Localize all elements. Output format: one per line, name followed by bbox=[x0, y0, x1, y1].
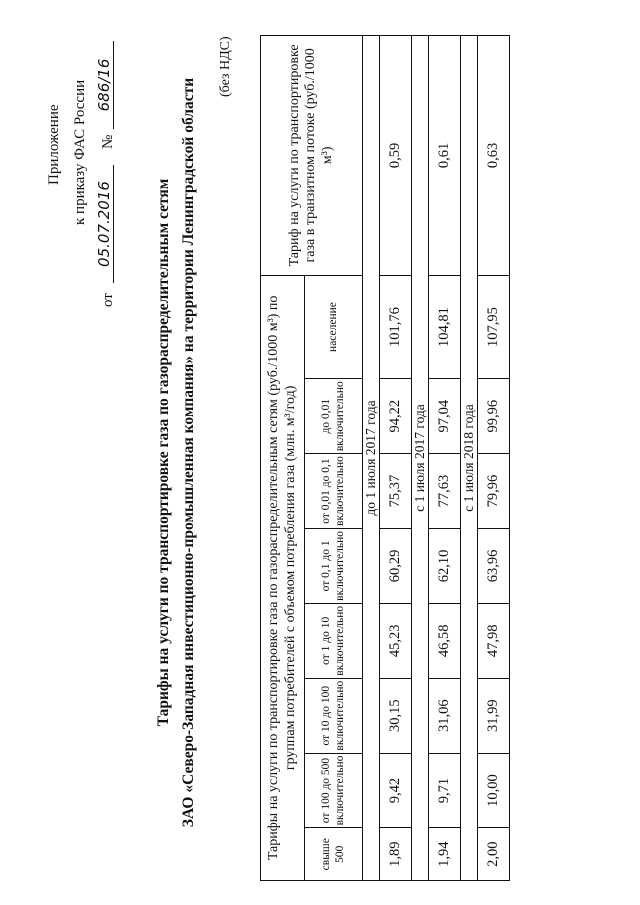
table-cell: 0,59 bbox=[380, 36, 412, 276]
appendix-number-sign: № bbox=[100, 134, 116, 149]
table-cell: 99,96 bbox=[478, 379, 510, 454]
table-cell: 63,96 bbox=[478, 528, 510, 603]
vat-note: (без НДС) bbox=[218, 36, 233, 97]
appendix-order-ref: к приказу ФАС России bbox=[72, 79, 88, 225]
group-header: Тарифы на услуги по транспортировке газа по газораспределительным сетям (руб./1000 м³) по группам потребителей с объемом потребления газа (млн. м³/год) bbox=[261, 275, 305, 880]
table-cell: 45,23 bbox=[380, 603, 412, 678]
table-cell: 9,71 bbox=[429, 753, 461, 828]
appendix-number-handwritten: 686/16 bbox=[95, 41, 114, 129]
table-cell: 30,15 bbox=[380, 678, 412, 753]
transit-header: Тариф на услуги по транспортировке газа в транзитном потоке (руб./1000 м³) bbox=[261, 36, 363, 276]
table-cell: 46,58 bbox=[429, 603, 461, 678]
table-cell: 2,00 bbox=[478, 828, 510, 881]
period-row: с 1 июля 2018 года bbox=[461, 36, 478, 881]
column-header: от 10 до 100 включительно bbox=[305, 678, 363, 753]
column-header: свыше 500 bbox=[305, 828, 363, 881]
table-cell: 97,04 bbox=[429, 379, 461, 454]
table-cell: 77,63 bbox=[429, 454, 461, 529]
table-cell: 60,29 bbox=[380, 528, 412, 603]
table-cell: 104,81 bbox=[429, 275, 461, 379]
table-cell: 31,06 bbox=[429, 678, 461, 753]
table-cell: 94,22 bbox=[380, 379, 412, 454]
table-cell: 0,63 bbox=[478, 36, 510, 276]
appendix-from-label: от bbox=[100, 293, 116, 307]
table-cell: 47,98 bbox=[478, 603, 510, 678]
table-cell: 9,42 bbox=[380, 753, 412, 828]
column-header: от 1 до 10 включительно bbox=[305, 603, 363, 678]
column-header: население bbox=[305, 275, 363, 379]
table-cell: 31,99 bbox=[478, 678, 510, 753]
appendix-date-handwritten: 05.07.2016 bbox=[95, 165, 114, 283]
table-cell: 1,89 bbox=[380, 828, 412, 881]
period-row: до 1 июля 2017 года bbox=[363, 36, 380, 881]
table-cell: 0,61 bbox=[429, 36, 461, 276]
document-title-line1: Тарифы на услуги по транспортировке газа по газораспределительным сетям bbox=[155, 178, 172, 727]
tariff-table bbox=[260, 35, 510, 881]
table-cell: 101,76 bbox=[380, 275, 412, 379]
column-header: от 100 до 500 включительно bbox=[305, 753, 363, 828]
table-cell: 75,37 bbox=[380, 454, 412, 529]
table-cell: 1,94 bbox=[429, 828, 461, 881]
table-cell: 10,00 bbox=[478, 753, 510, 828]
column-header: от 0,1 до 1 включительно bbox=[305, 528, 363, 603]
appendix-label: Приложение bbox=[46, 104, 62, 185]
document-title-line2: ЗАО «Северо-Западная инвестиционно-промышленная компания» на территории Ленинградской области bbox=[180, 77, 197, 828]
period-row: с 1 июля 2017 года bbox=[412, 36, 429, 881]
table-cell: 79,96 bbox=[478, 454, 510, 529]
table-cell: 107,95 bbox=[478, 275, 510, 379]
table-cell: 62,10 bbox=[429, 528, 461, 603]
column-header: от 0,01 до 0,1 включительно bbox=[305, 454, 363, 529]
column-header: до 0,01 включительно bbox=[305, 379, 363, 454]
